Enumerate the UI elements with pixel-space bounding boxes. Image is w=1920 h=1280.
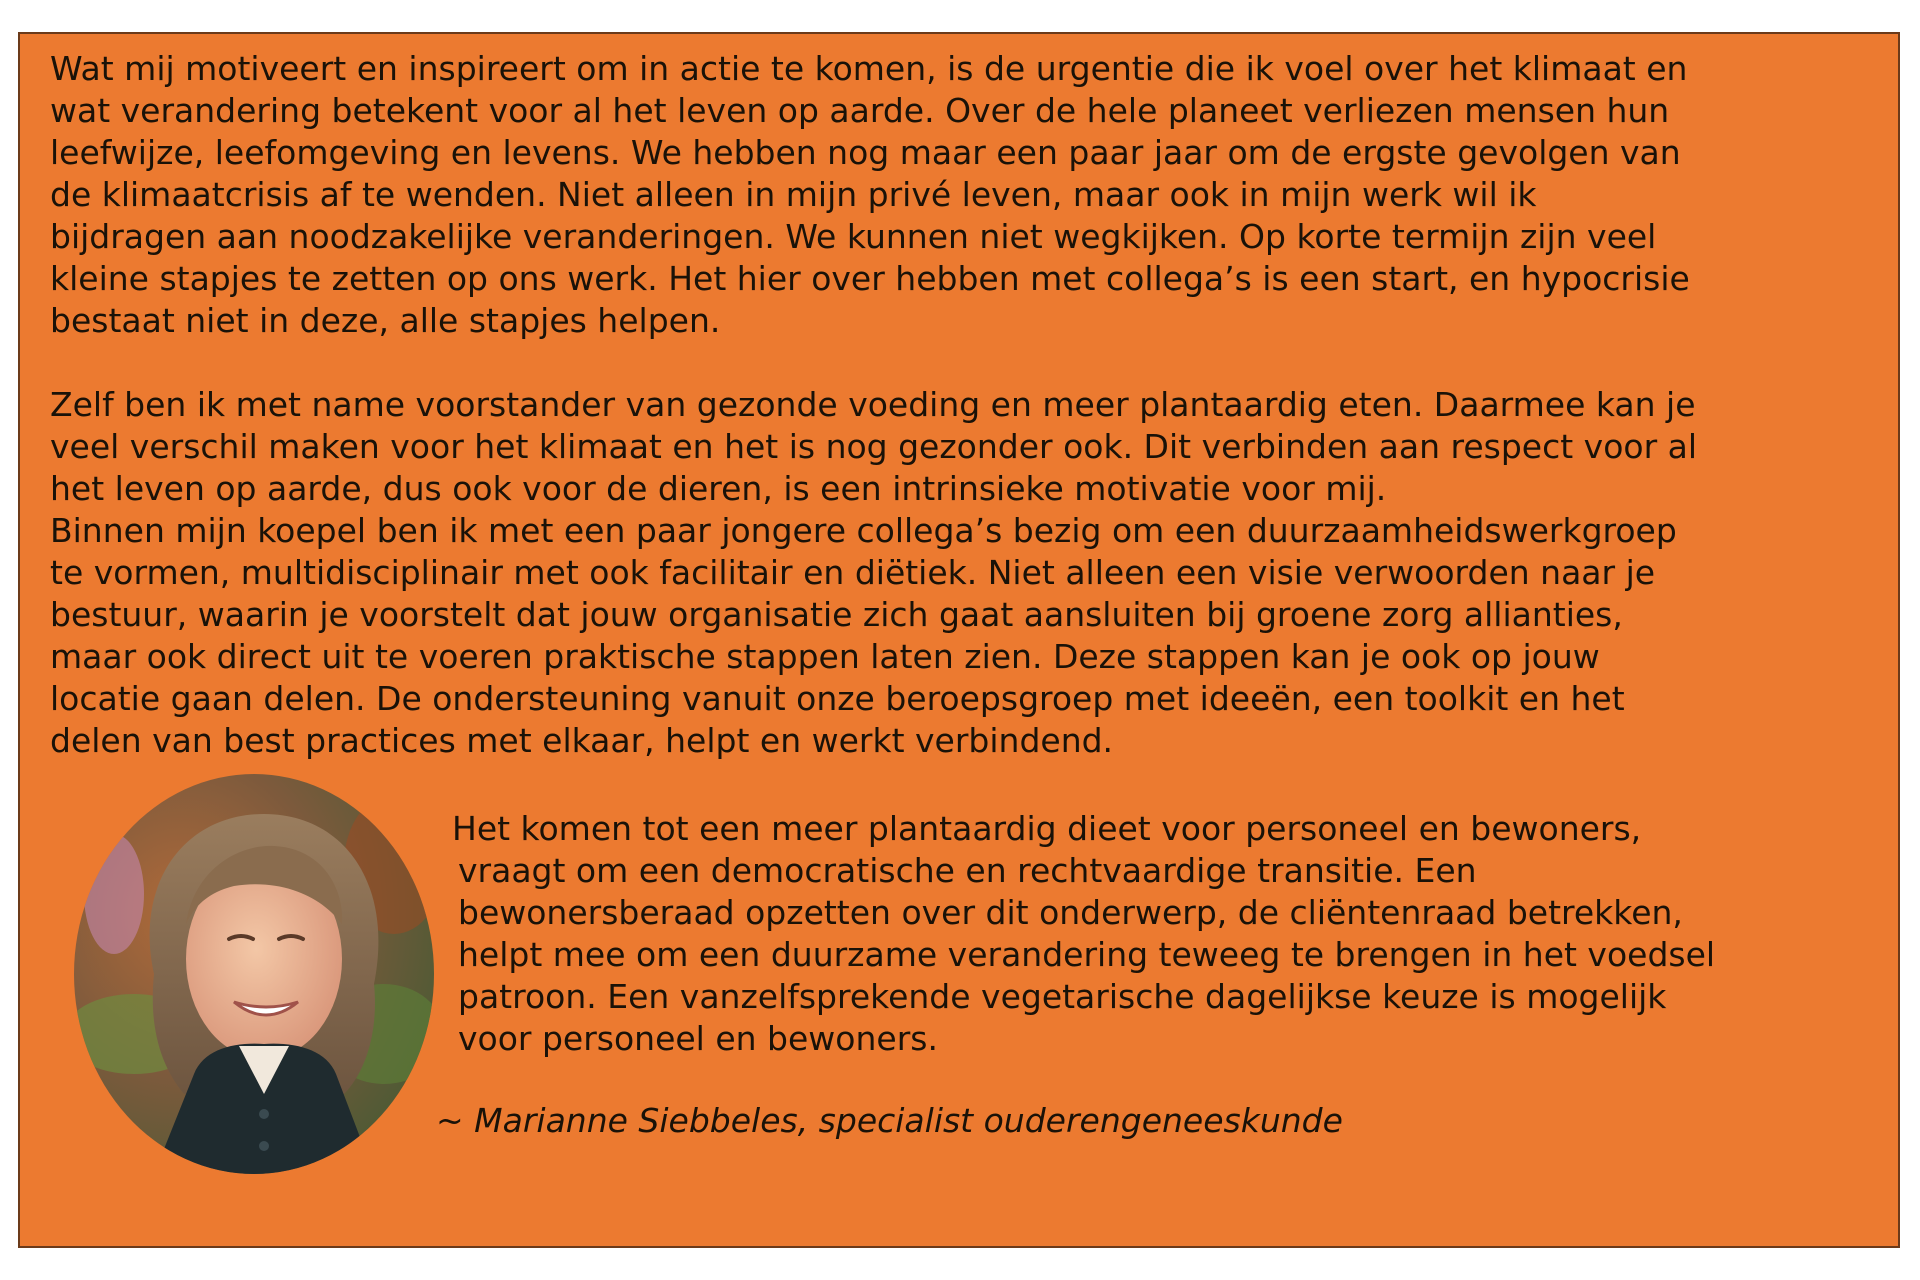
text-line: bijdragen aan noodzakelijke veranderingen. We kunnen niet wegkijken. Op korte termijn zijn veel <box>50 217 1657 256</box>
text-line: bestaat niet in deze, alle stapjes helpen. <box>50 301 721 340</box>
quote-card <box>18 32 1900 1248</box>
text-line: te vormen, multidisciplinair met ook facilitair en diëtiek. Niet alleen een visie verwoorden naar je <box>50 553 1656 592</box>
paragraph-working-group <box>50 510 1890 762</box>
text-line: leefwijze, leefomgeving en levens. We hebben nog maar een paar jaar om de ergste gevolgen van <box>50 133 1681 172</box>
text-line: bestuur, waarin je voorstelt dat jouw organisatie zich gaat aansluiten bij groene zorg allianties, <box>50 595 1623 634</box>
portrait-photo <box>74 774 434 1174</box>
paragraph-motivation <box>50 48 1890 342</box>
text-line: Wat mij motiveert en inspireert om in actie te komen, is de urgentie die ik voel over het klimaat en <box>50 49 1688 88</box>
author-signature: ~ Marianne Siebbeles, specialist ouderengeneeskunde <box>436 1101 1343 1140</box>
paragraph-transition <box>452 808 1872 1060</box>
text-line: vraagt om een democratische en rechtvaardige transitie. Een <box>458 851 1477 890</box>
text-line: veel verschil maken voor het klimaat en het is nog gezonder ook. Dit verbinden aan respect voor al <box>50 427 1698 466</box>
text-line: patroon. Een vanzelfsprekende vegetarische dagelijkse keuze is mogelijk <box>458 977 1667 1016</box>
text-line: de klimaatcrisis af te wenden. Niet alleen in mijn privé leven, maar ook in mijn werk wil ik <box>50 175 1537 214</box>
text-line: maar ook direct uit te voeren praktische stappen laten zien. Deze stappen kan je ook op jouw <box>50 637 1600 676</box>
text-line: bewonersberaad opzetten over dit onderwerp, de cliëntenraad betrekken, <box>458 893 1683 932</box>
text-line: kleine stapjes te zetten op ons werk. Het hier over hebben met collega’s is een start, en hypocrisie <box>50 259 1690 298</box>
text-line: Het komen tot een meer plantaardig dieet voor personeel en bewoners, <box>452 809 1642 848</box>
text-line: helpt mee om een duurzame verandering teweeg te brengen in het voedsel <box>458 935 1716 974</box>
text-line: het leven op aarde, dus ook voor de dieren, is een intrinsieke motivatie voor mij. <box>50 469 1387 508</box>
text-line: locatie gaan delen. De ondersteuning vanuit onze beroepsgroep met ideeën, een toolkit en het <box>50 679 1625 718</box>
text-line: wat verandering betekent voor al het leven op aarde. Over de hele planeet verliezen mensen hun <box>50 91 1670 130</box>
text-line: delen van best practices met elkaar, helpt en werkt verbindend. <box>50 721 1114 760</box>
paragraph-plant-based <box>50 384 1890 510</box>
text-line: Zelf ben ik met name voorstander van gezonde voeding en meer plantaardig eten. Daarmee kan je <box>50 385 1696 424</box>
text-line: voor personeel en bewoners. <box>458 1019 938 1058</box>
text-line: Binnen mijn koepel ben ik met een paar jongere collega’s bezig om een duurzaamheidswerkgroep <box>50 511 1677 550</box>
